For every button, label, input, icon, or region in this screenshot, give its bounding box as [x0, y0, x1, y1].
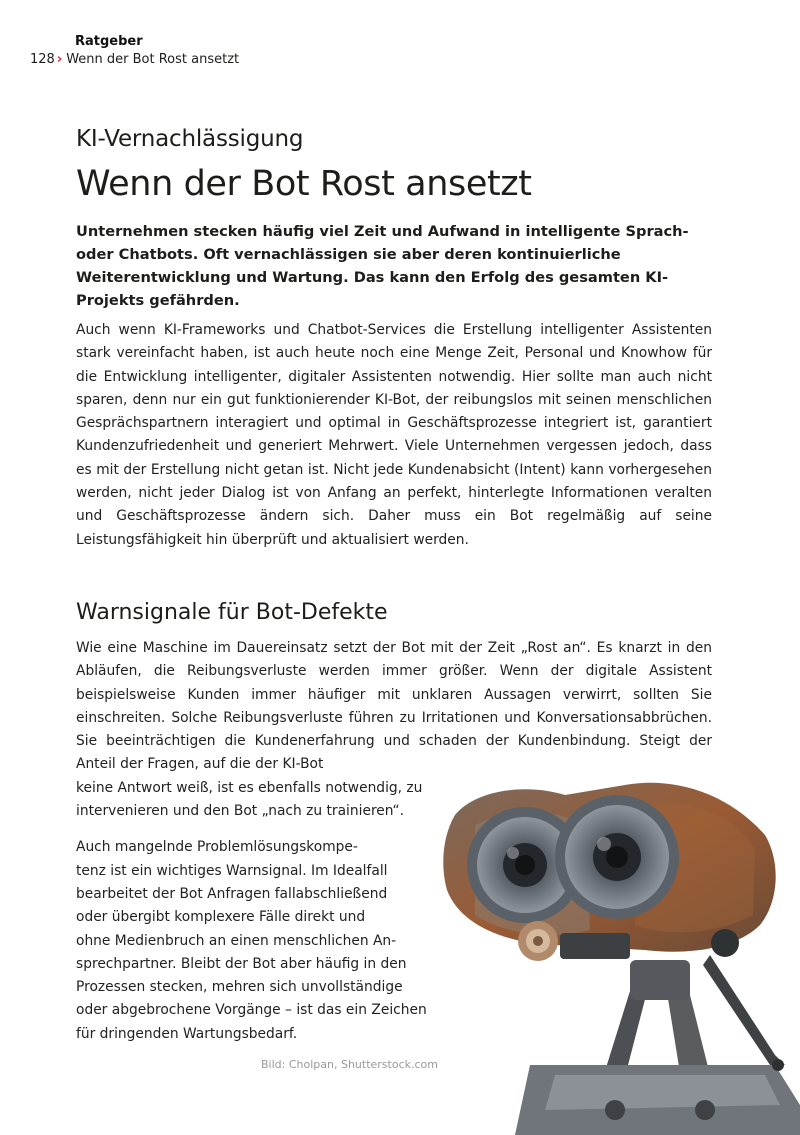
- paragraph-line: oder übergibt komplexere Fälle direkt und: [76, 909, 366, 926]
- paragraph-line: sprechpartner. Bleibt der Bot aber häufig in den: [76, 955, 407, 972]
- article-headline: Wenn der Bot Rost ansetzt: [76, 164, 532, 204]
- page-number: 128: [30, 52, 55, 67]
- paragraph-line: intervenieren und den Bot „nach zu trainieren“.: [76, 803, 405, 820]
- chevron-right-icon: ›: [56, 52, 63, 67]
- paragraph-line: bearbeitet der Bot Anfragen fallabschließend: [76, 885, 388, 902]
- article-lead: Unternehmen stecken häufig viel Zeit und Aufwand in intelligente Sprach- oder Chatbots. Oft vernachlässigen sie aber deren kontinuierliche Weiterentwicklung und Wartung. Das kann den Erfolg des gesamten KI-Projekts gefährden.: [76, 223, 689, 309]
- header-line: [30, 51, 239, 68]
- paragraph-text: Wie eine Maschine im Dauereinsatz setzt der Bot mit der Zeit „Rost an“. Es knarzt in den Abläufen, die Reibungsverluste werden immer größer. Wenn der digitale Assistent beispielsweise Kunden immer häufiger mit unklaren Aussagen verwirrt, sollten Sie einschreiten. Solche Reibungsverluste führen zu Irritationen und Konversationsabbrüchen. Sie beeinträchtigen die Kundenerfahrung und schaden der Kundenbindung. Steigt der Anteil der Fragen, auf die der KI-Bot: [76, 639, 712, 773]
- paragraph-line: Prozessen stecken, mehren sich unvollständige: [76, 979, 403, 996]
- image-credit: Bild: Cholpan, Shutterstock.com: [261, 1058, 438, 1071]
- paragraph-line: keine Antwort weiß, ist es ebenfalls notwendig, zu: [76, 779, 423, 796]
- section-heading: Warnsignale für Bot-Defekte: [76, 599, 388, 625]
- paragraph-line: ohne Medienbruch an einen menschlichen An-: [76, 932, 397, 949]
- article-kicker: KI-Vernachlässigung: [76, 126, 304, 152]
- paragraph-line: oder abgebrochene Vorgänge – ist das ein Zeichen: [76, 1002, 427, 1019]
- paragraph-line: Auch mangelnde Problemlösungskompe-: [76, 839, 358, 856]
- paragraph-intro: Auch wenn KI-Frameworks und Chatbot-Services die Erstellung intelligenter Assistenten stark vereinfacht haben, ist auch heute noch eine Menge Zeit, Personal und Knowhow für die Entwicklung intelligenter, digitaler Assistenten notwendig. Hier sollte man auch nicht sparen, denn nur ein gut funktionierender KI-Bot, der reibungslos mit seinen menschlichen Gesprächspartnern interagiert und optimal in Geschäftsprozesse integriert ist, garantiert Kundenzufriedenheit und generiert Mehrwert. Viele Unternehmen vergessen jedoch, dass es mit der Erstellung nicht getan ist. Nicht jede Kundenabsicht (Intent) kann vorhergesehen werden, nicht jeder Dialog ist von Anfang an perfekt, hinterlegte Informationen veralten und Geschäftsprozesse ändern sich. Daher muss ein Bot regelmäßig auf seine Leistungsfähigkeit hin überprüft und aktualisiert werden.: [76, 322, 712, 548]
- paragraph-line: tenz ist ein wichtiges Warnsignal. Im Idealfall: [76, 862, 388, 879]
- running-title: Wenn der Bot Rost ansetzt: [66, 52, 240, 67]
- paragraph-line: für dringenden Wartungsbedarf.: [76, 1025, 298, 1042]
- rusty-robot-illustration: [435, 765, 800, 1135]
- paragraph-problemloesung: [76, 836, 466, 1046]
- section-label: Ratgeber: [75, 34, 143, 49]
